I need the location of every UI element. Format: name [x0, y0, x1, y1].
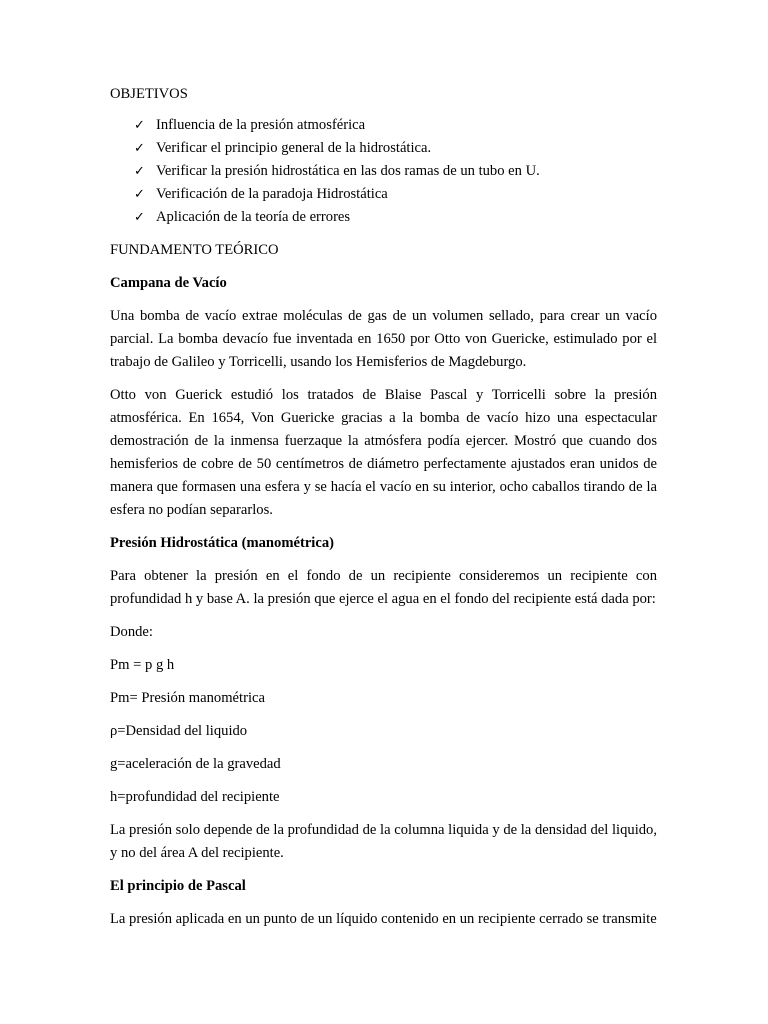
list-item — [134, 137, 657, 160]
definition-g: g=aceleración de la gravedad — [110, 756, 281, 772]
campana-paragraph-2: Otto von Guerick estudió los tratados de Blaise Pascal y Torricelli sobre la presión atmosférica. En 1654, Von Guericke gracias a la bomba de vacío hizo una espectacular demostración de la inmensa fuerzaque la atmósfera podía ejercer. Mostró que cuando dos hemisferios de cobre de 50 centímetros de diámetro perfectamente ajustados eran unidos de manera que formasen una esfera y se hacía el vacío en su interior, ocho caballos tirando de la esfera no podían separarlos. — [110, 387, 657, 518]
definition-pm: Pm= Presión manométrica — [110, 690, 265, 706]
hidrostatica-heading: Presión Hidrostática (manométrica) — [110, 535, 334, 551]
list-item — [134, 114, 657, 137]
pascal-paragraph-1: La presión aplicada en un punto de un líquido contenido en un recipiente cerrado se transmite — [110, 911, 657, 927]
checkmark-icon: ✓ — [134, 164, 145, 179]
checkmark-icon: ✓ — [134, 187, 145, 202]
checkmark-icon: ✓ — [134, 141, 145, 156]
objective-text: Aplicación de la teoría de errores — [156, 209, 351, 225]
objectives-title: OBJETIVOS — [110, 86, 188, 102]
hidrostatica-paragraph-1: Para obtener la presión en el fondo de un recipiente consideremos un recipiente con profundidad h y base A. la presión que ejerce el agua en el fondo del recipiente está dada por: — [110, 568, 657, 607]
campana-heading: Campana de Vacío — [110, 275, 227, 291]
objective-text: Verificar el principio general de la hidrostática. — [156, 140, 432, 156]
list-item — [134, 183, 657, 206]
objective-text: Verificar la presión hidrostática en las dos ramas de un tubo en U. — [156, 163, 540, 179]
pascal-heading: El principio de Pascal — [110, 878, 246, 894]
objective-text: Verificación de la paradoja Hidrostática — [156, 186, 388, 202]
hidrostatica-paragraph-2: La presión solo depende de la profundidad de la columna liquida y de la densidad del liquido, y no del área A del recipiente. — [110, 822, 657, 861]
definition-h: h=profundidad del recipiente — [110, 789, 280, 805]
list-item — [134, 206, 657, 229]
definition-rho: ρ=Densidad del liquido — [110, 723, 248, 739]
document-page — [110, 84, 657, 941]
formula: Pm = p g h — [110, 657, 175, 673]
checkmark-icon: ✓ — [134, 118, 145, 133]
fundamento-title: FUNDAMENTO TEÓRICO — [110, 242, 279, 258]
list-item — [134, 160, 657, 183]
objective-text: Influencia de la presión atmosférica — [156, 117, 366, 133]
campana-paragraph-1: Una bomba de vacío extrae moléculas de gas de un volumen sellado, para crear un vacío parcial. La bomba devacío fue inventada en 1650 por Otto von Guericke, estimulado por el trabajo de Galileo y Torricelli, usando los Hemisferios de Magdeburgo. — [110, 308, 657, 370]
donde-label: Donde: — [110, 624, 153, 640]
checkmark-icon: ✓ — [134, 210, 145, 225]
objectives-list — [110, 114, 657, 229]
